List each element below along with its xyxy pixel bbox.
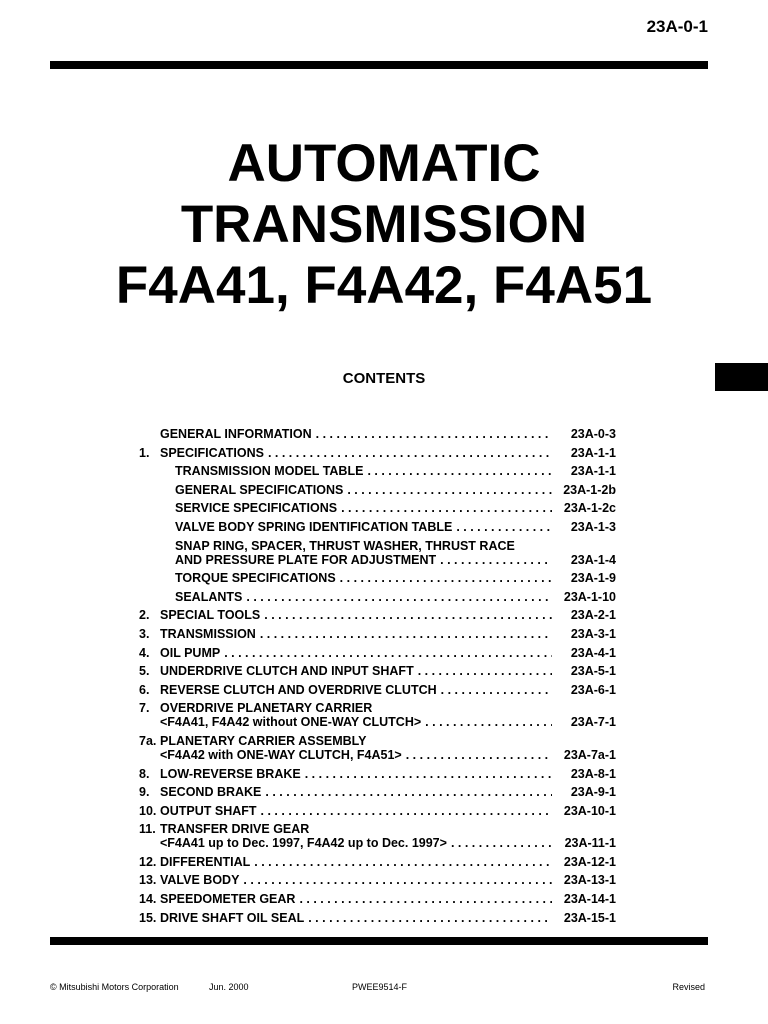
toc-entry-title: SERVICE SPECIFICATIONS	[175, 501, 338, 516]
page-number: 23A-0-1	[646, 17, 708, 36]
toc-entry-page: 23A-1-9	[570, 571, 616, 586]
table-of-contents	[139, 427, 616, 929]
dot-leader	[441, 683, 552, 697]
toc-entry-number: 13.	[139, 873, 157, 888]
toc-entry[interactable]	[139, 892, 616, 906]
document-title	[0, 133, 768, 316]
title-line-3: F4A41, F4A42, F4A51	[115, 256, 653, 315]
toc-entry-number: 15.	[139, 910, 157, 925]
toc-entry-number: 4.	[139, 645, 150, 660]
toc-entry-title: SNAP RING, SPACER, THRUST WASHER, THRUST RACE	[175, 538, 515, 553]
toc-entry-number: 14.	[139, 892, 157, 907]
toc-entry-title: SPEEDOMETER GEAR	[160, 892, 296, 907]
toc-entry-page: 23A-8-1	[570, 766, 616, 781]
toc-entry-number: 10.	[139, 803, 157, 818]
toc-entry[interactable]	[139, 571, 616, 585]
toc-entry-title: OIL PUMP	[160, 645, 221, 660]
toc-entry-number: 5.	[139, 664, 150, 679]
toc-entry-title: SECOND BRAKE	[160, 785, 262, 800]
dot-leader	[260, 627, 552, 641]
dot-leader	[367, 464, 552, 478]
toc-entry-title: TRANSFER DRIVE GEAR	[160, 822, 310, 837]
toc-entry-title: OVERDRIVE PLANETARY CARRIER	[160, 701, 373, 716]
toc-entry-number: 7a.	[139, 733, 157, 748]
toc-entry[interactable]	[139, 501, 616, 515]
toc-entry[interactable]	[139, 590, 616, 604]
dot-leader	[340, 571, 552, 585]
toc-entry[interactable]	[139, 446, 616, 460]
toc-entry-number: 9.	[139, 785, 150, 800]
toc-entry[interactable]	[139, 701, 616, 729]
toc-entry-page: 23A-1-2b	[563, 482, 616, 497]
toc-entry-number: 6.	[139, 682, 150, 697]
toc-entry-title: LOW-REVERSE BRAKE	[160, 766, 301, 781]
dot-leader	[451, 836, 552, 850]
toc-entry[interactable]	[139, 804, 616, 818]
dot-leader	[243, 873, 552, 887]
toc-entry-title: SEALANTS	[175, 589, 243, 604]
toc-entry-page: 23A-9-1	[570, 785, 616, 800]
toc-entry-page: 23A-15-1	[563, 910, 616, 925]
toc-entry-title: TRANSMISSION MODEL TABLE	[175, 464, 364, 479]
toc-entry-page: 23A-1-4	[570, 552, 616, 567]
dot-leader	[456, 520, 552, 534]
toc-entry-page: 23A-1-1	[570, 445, 616, 460]
title-line-2: TRANSMISSION	[180, 195, 588, 254]
toc-entry[interactable]	[139, 608, 616, 622]
toc-entry[interactable]	[139, 734, 616, 762]
toc-entry[interactable]	[139, 520, 616, 534]
toc-entry[interactable]	[139, 785, 616, 799]
toc-entry[interactable]	[139, 855, 616, 869]
dot-leader	[254, 855, 552, 869]
toc-entry-number: 12.	[139, 854, 157, 869]
toc-entry-title: TORQUE SPECIFICATIONS	[175, 571, 336, 586]
dot-leader	[341, 501, 552, 515]
toc-entry-title: GENERAL SPECIFICATIONS	[175, 482, 344, 497]
dot-leader	[261, 804, 552, 818]
toc-entry-page: 23A-12-1	[563, 854, 616, 869]
toc-entry-page: 23A-2-1	[570, 608, 616, 623]
toc-entry-title: PLANETARY CARRIER ASSEMBLY	[160, 733, 367, 748]
dot-leader	[264, 608, 552, 622]
dot-leader	[246, 590, 552, 604]
toc-entry-page: 23A-7-1	[570, 715, 616, 730]
toc-entry-title: GENERAL INFORMATION	[160, 427, 312, 441]
toc-entry-title: <F4A42 with ONE-WAY CLUTCH, F4A51>	[160, 747, 402, 762]
dot-leader	[299, 892, 552, 906]
dot-leader	[425, 715, 552, 729]
dot-leader	[305, 767, 552, 781]
toc-entry-title: REVERSE CLUTCH AND OVERDRIVE CLUTCH	[160, 682, 437, 697]
toc-entry[interactable]	[139, 873, 616, 887]
toc-entry-number: 7.	[139, 701, 150, 716]
toc-entry[interactable]	[139, 627, 616, 641]
toc-entry-title: TRANSMISSION	[160, 626, 256, 641]
toc-entry[interactable]	[139, 539, 616, 567]
toc-entry-title: AND PRESSURE PLATE FOR ADJUSTMENT	[175, 552, 437, 567]
toc-entry-title: DRIVE SHAFT OIL SEAL	[160, 910, 305, 925]
toc-entry[interactable]	[139, 683, 616, 697]
toc-entry[interactable]	[139, 822, 616, 850]
footer-document-code: PWEE9514-F	[352, 982, 408, 992]
toc-entry[interactable]	[139, 646, 616, 660]
toc-entry-title: VALVE BODY	[160, 873, 240, 888]
toc-entry[interactable]	[139, 464, 616, 478]
toc-entry-number: 2.	[139, 608, 150, 623]
footer-copyright: © Mitsubishi Motors Corporation	[50, 982, 179, 992]
toc-entry[interactable]	[139, 911, 616, 925]
toc-entry-title: SPECIAL TOOLS	[160, 608, 261, 623]
toc-entry-number: 1.	[139, 445, 150, 460]
toc-entry-page: 23A-14-1	[563, 892, 616, 907]
contents-heading: CONTENTS	[342, 370, 426, 387]
toc-entry-number: 11.	[139, 822, 156, 837]
toc-entry-page: 23A-1-1	[570, 464, 616, 479]
dot-leader	[440, 553, 552, 567]
toc-entry-title: UNDERDRIVE CLUTCH AND INPUT SHAFT	[160, 664, 414, 679]
title-line-1: AUTOMATIC	[227, 134, 541, 193]
toc-entry-title: DIFFERENTIAL	[160, 854, 251, 869]
toc-entry-page: 23A-13-1	[563, 873, 616, 888]
toc-entry-page: 23A-4-1	[570, 645, 616, 660]
dot-leader	[316, 427, 552, 441]
dot-leader	[265, 785, 552, 799]
footer-date: Jun. 2000	[209, 982, 249, 992]
dot-leader	[418, 664, 552, 678]
toc-entry-page: 23A-11-1	[564, 836, 616, 851]
toc-entry-page: 23A-10-1	[563, 803, 616, 818]
toc-entry-page: 23A-7a-1	[563, 747, 616, 762]
toc-entry-title: OUTPUT SHAFT	[160, 803, 257, 818]
toc-entry-title: <F4A41, F4A42 without ONE-WAY CLUTCH>	[160, 715, 422, 730]
dot-leader	[308, 911, 552, 925]
toc-entry-number: 8.	[139, 766, 150, 781]
dot-leader	[268, 446, 552, 460]
footer-revision-status: Revised	[672, 982, 705, 992]
toc-entry-page: 23A-3-1	[570, 626, 616, 641]
toc-entry[interactable]	[139, 483, 616, 497]
toc-entry-page: 23A-0-3	[570, 427, 616, 441]
toc-entry-page: 23A-6-1	[570, 682, 616, 697]
dot-leader	[406, 748, 552, 762]
toc-entry[interactable]	[139, 427, 616, 441]
toc-entry-title: <F4A41 up to Dec. 1997, F4A42 up to Dec. 1997>	[160, 836, 447, 851]
dot-leader	[347, 483, 552, 497]
bottom-rule	[50, 937, 708, 945]
toc-entry-page: 23A-1-3	[570, 519, 616, 534]
toc-entry-number: 3.	[139, 626, 150, 641]
toc-entry-title: SPECIFICATIONS	[160, 445, 264, 460]
toc-entry[interactable]	[139, 664, 616, 678]
dot-leader	[224, 646, 552, 660]
toc-entry-title: VALVE BODY SPRING IDENTIFICATION TABLE	[175, 519, 453, 534]
toc-entry[interactable]	[139, 767, 616, 781]
toc-entry-page: 23A-1-2c	[563, 501, 616, 516]
toc-entry-page: 23A-5-1	[570, 664, 616, 679]
top-rule	[50, 61, 708, 69]
toc-entry-page: 23A-1-10	[563, 589, 616, 604]
